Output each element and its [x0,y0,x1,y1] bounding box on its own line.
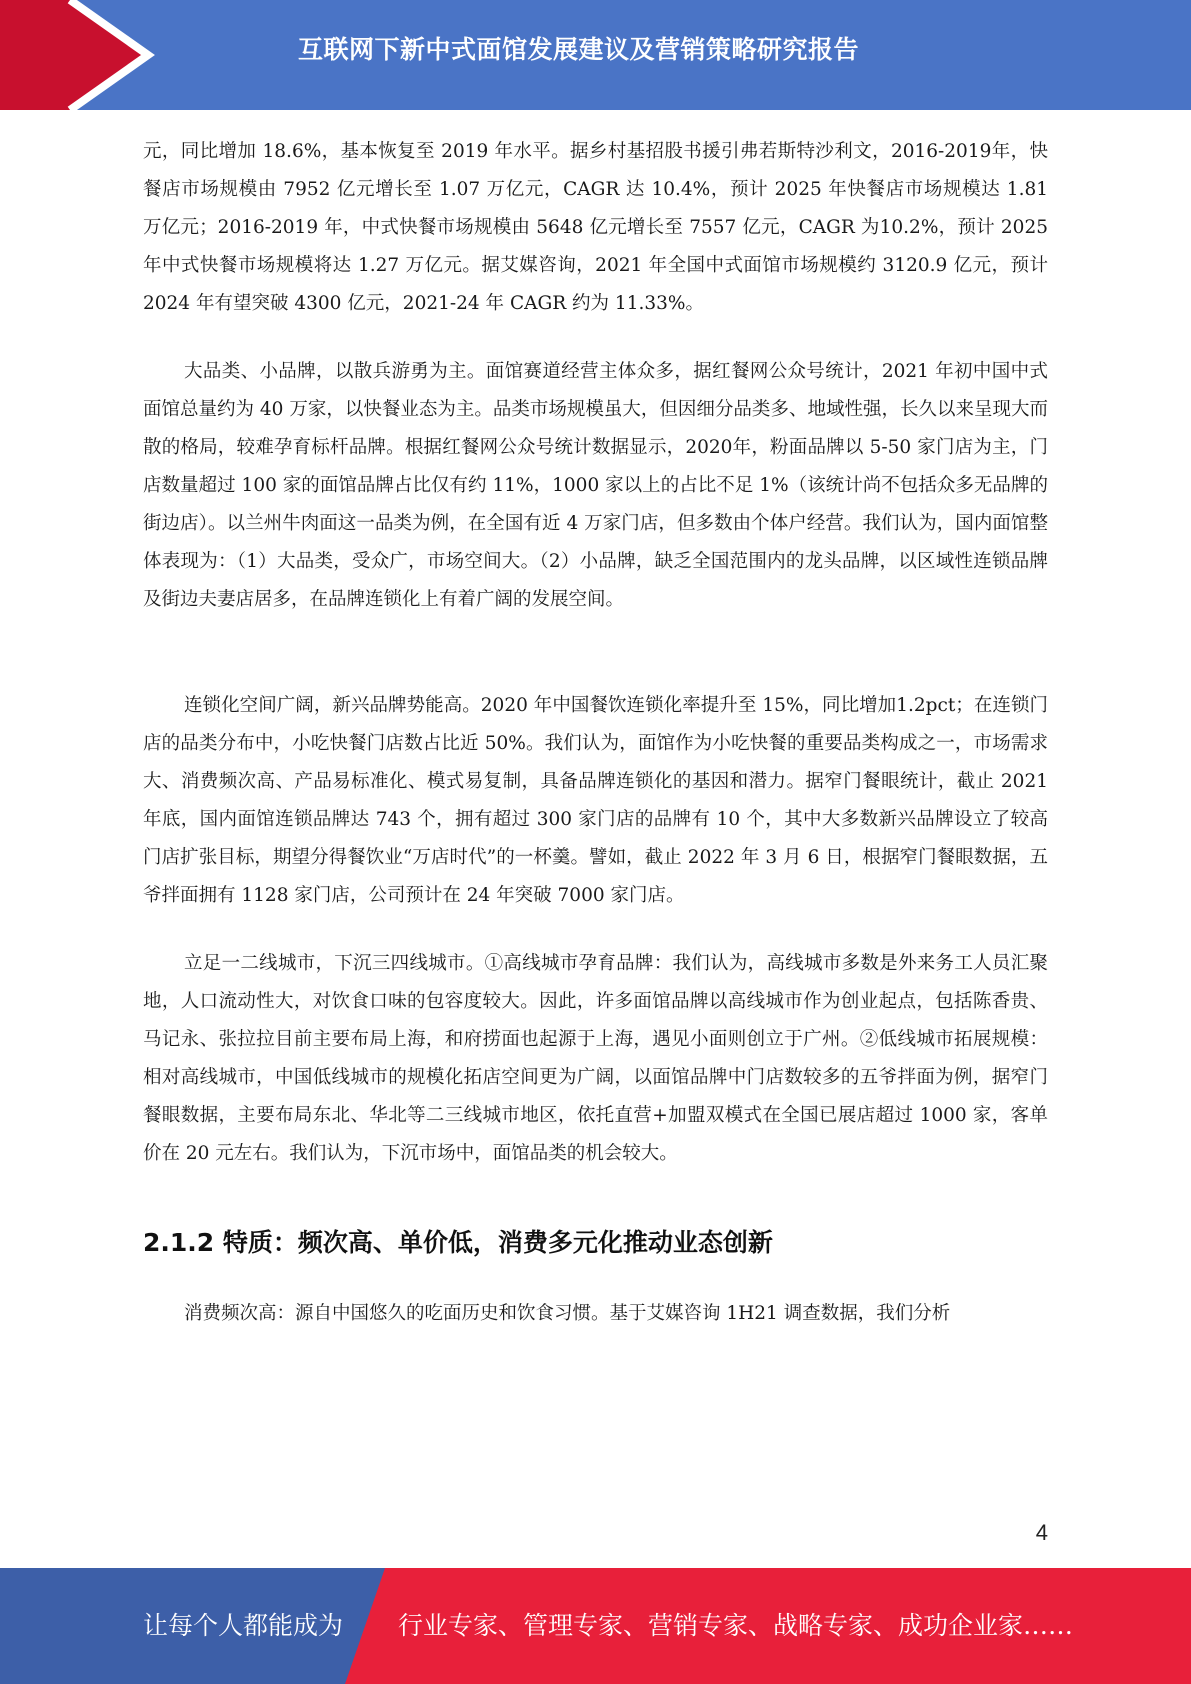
paragraph-market-size: 元，同比增加 18.6%，基本恢复至 2019 年水平。据乡村基招股书援引弗若斯特沙利文，2016-2019年，快餐店市场规模由 7952 亿元增长至 1.07 万亿元，CAGR 达 10.4%，预计 2025 年快餐店市场规模达 1.81 万亿元；2016-2019 年，中式快餐市场规模由 5648 亿元增长至 7557 亿元，CAGR 为10.2%，预计 2025 年中式快餐市场规模将达 1.27 万亿元。据艾媒咨询，2021 年全国中式面馆市场规模约 3120.9 亿元，预计 2024 年有望突破 4300 亿元，2021-24 年 CAGR 约为 11.33%。 [143,141,1048,314]
document-body [143,133,1048,1333]
page-footer-band [0,1568,1191,1684]
header-arrow-graphic [0,0,160,110]
paragraph-chain-expansion: 连锁化空间广阔，新兴品牌势能高。2020 年中国餐饮连锁化率提升至 15%，同比增加1.2pct；在连锁门店的品类分布中，小吃快餐门店数占比近 50%。我们认为，面馆作为小吃快餐的重要品类构成之一，市场需求大、消费频次高、产品易标准化、模式易复制，具备品牌连锁化的基因和潜力。据窄门餐眼统计，截止 2021 年底，国内面馆连锁品牌达 743 个，拥有超过 300 家门店的品牌有 10 个，其中大多数新兴品牌设立了较高门店扩张目标，期望分得餐饮业“万店时代”的一杯羹。譬如，截止 2022 年 3 月 6 日，根据窄门餐眼数据，五爷拌面拥有 1128 家门店，公司预计在 24 年突破 7000 家门店。 [143,695,1048,906]
page-header-band [0,0,1191,110]
footer-slogan-left: 让每个人都能成为 [143,1611,344,1640]
paragraph-big-category-small-brand: 大品类、小品牌，以散兵游勇为主。面馆赛道经营主体众多，据红餐网公众号统计，2021 年初中国中式面馆总量约为 40 万家，以快餐业态为主。品类市场规模虽大，但因细分品类多、地域性强，长久以来呈现大而散的格局，较难孕育标杆品牌。根据红餐网公众号统计数据显示，2020年，粉面品牌以 5-50 家门店为主，门店数量超过 100 家的面馆品牌占比仅有约 11%，1000 家以上的占比不足 1%（该统计尚不包括众多无品牌的街边店）。以兰州牛肉面这一品类为例，在全国有近 4 万家门店，但多数由个体户经营。我们认为，国内面馆整体表现为：（1）大品类，受众广，市场空间大。（2）小品牌，缺乏全国范围内的龙头品牌，以区域性连锁品牌及街边夫妻店居多，在品牌连锁化上有着广阔的发展空间。 [143,361,1048,610]
page-number: 4 [1035,1520,1048,1545]
report-title: 互联网下新中式面馆发展建议及营销策略研究报告 [298,35,860,64]
footer-slogan-right: 行业专家、管理专家、营销专家、战略专家、成功企业家…… [398,1611,1074,1640]
paragraph-city-tiers: 立足一二线城市，下沉三四线城市。①高线城市孕育品牌：我们认为，高线城市多数是外来务工人员汇聚地，人口流动性大，对饮食口味的包容度较大。因此，许多面馆品牌以高线城市作为创业起点，包括陈香贵、马记永、张拉拉目前主要布局上海，和府捞面也起源于上海，遇见小面则创立于广州。②低线城市拓展规模：相对高线城市，中国低线城市的规模化拓店空间更为广阔，以面馆品牌中门店数较多的五爷拌面为例，据窄门餐眼数据，主要布局东北、华北等二三线城市地区，依托直营+加盟双模式在全国已展店超过 1000 家，客单价在 20 元左右。我们认为，下沉市场中，面馆品类的机会较大。 [143,953,1048,1164]
section-heading-2-1-2: 2.1.2 特质：频次高、单价低，消费多元化推动业态创新 [143,1228,773,1257]
paragraph-consumption-frequency: 消费频次高：源自中国悠久的吃面历史和饮食习惯。基于艾媒咨询 1H21 调查数据，我们分析 [184,1303,951,1324]
